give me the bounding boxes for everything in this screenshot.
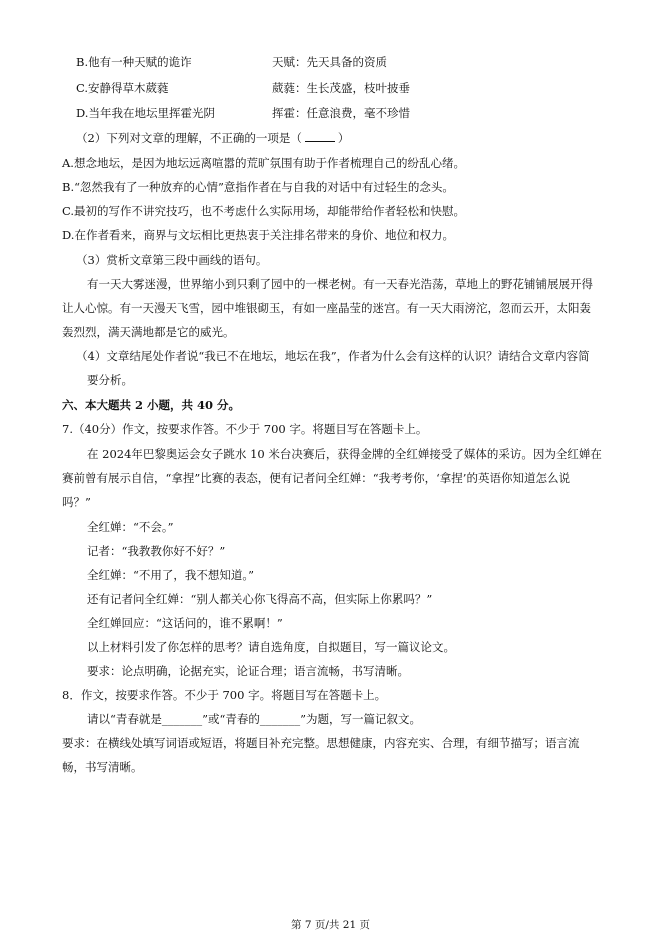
q7-dialog-line: 记者：“我教教你好不好？”	[87, 544, 226, 558]
q1-option-d-gloss: 挥霍：任意浪费，毫不珍惜	[272, 106, 410, 120]
q7-requirements: 要求：论点明确，论据充实，论证合理；语言流畅，书写清晰。	[87, 664, 409, 678]
q8-head: 8．作文，按要求作答。不少于 700 字。将题目写在答题卡上。	[62, 688, 387, 702]
q7-head: 7.（40分）作文，按要求作答。不少于 700 字。将题目写在答题卡上。	[62, 422, 428, 436]
q3-stem: （3）赏析文章第三段中画线的语句。	[76, 253, 268, 267]
q8-requirements: 要求：在横线处填写词语或短语，将题目补充完整。思想健康，内容充实、合理，有细节描写；语言流	[62, 736, 580, 750]
q3-passage-line: 有一天大雾迷漫，世界缩小到只剩了园中的一棵老树。有一天春光浩荡，草地上的野花铺铺展展开得	[87, 277, 593, 291]
q7-material-line: 在 2024年巴黎奥运会女子跳水 10 米台决赛后，获得金牌的全红婵接受了媒体的采访。因为全红婵在	[87, 447, 602, 461]
q2-stem-close: ）	[337, 131, 350, 145]
q7-dialog-line: 还有记者问全红婵：“别人都关心你飞得高不高，但实际上你累吗？”	[87, 592, 433, 606]
page-number: 第 7 页/共 21 页	[291, 919, 370, 931]
q1-option-d: D.当年我在地坛里挥霍光阴	[76, 106, 215, 120]
q7-dialog-line: 全红婵：“不会。”	[87, 520, 174, 534]
q3-passage-line: 让人心惊。有一天漫天飞雪，园中堆银砌玉，有如一座晶莹的迷宫。有一天大雨滂沱，忽而云开，太阳轰	[62, 301, 591, 315]
section-heading: 六、本大题共 2 小题，共 40 分。	[62, 398, 241, 412]
q4-stem: （4）文章结尾处作者说“我已不在地坛，地坛在我”，作者为什么会有这样的认识？请结合文章内容简	[76, 349, 590, 363]
q7-instruction: 以上材料引发了你怎样的思考？请自选角度，自拟题目，写一篇议论文。	[87, 640, 455, 654]
q1-option-b-gloss: 天赋：先天具备的资质	[272, 55, 387, 69]
q2-stem	[76, 130, 349, 146]
q8-prompt: 请以“青春就是_______”或“青春的_______”为题，写一篇记叙文。	[87, 712, 422, 726]
q3-passage-line: 轰烈烈，满天满地都是它的威光。	[62, 325, 235, 339]
q1-option-c: C.安静得草木葳蕤	[76, 81, 169, 95]
q7-dialog-line: 全红婵：“不用了，我不想知道。”	[87, 568, 255, 582]
q2-option-d: D.在作者看来，商界与文坛相比更热衷于关注排名带来的身价、地位和权力。	[62, 228, 454, 242]
q1-option-c-gloss: 葳蕤：生长茂盛，枝叶披垂	[272, 81, 410, 95]
q1-option-b: B.他有一种天赋的诡诈	[76, 55, 192, 69]
q2-option-b: B.“忽然我有了一种放弃的心情”意指作者在与自我的对话中有过轻生的念头。	[62, 180, 454, 194]
q2-option-a: A.想念地坛，是因为地坛远离喧嚣的荒旷氛围有助于作者梳理自己的纷乱心绪。	[62, 156, 465, 170]
q2-stem-text: （2）下列对文章的理解，不正确的一项是（	[76, 131, 302, 145]
answer-blank[interactable]	[305, 130, 335, 142]
q2-option-c: C.最初的写作不讲究技巧，也不考虑什么实际用场，却能带给作者轻松和快慰。	[62, 204, 466, 218]
q8-requirements-cont: 畅，书写清晰。	[62, 760, 143, 774]
q7-dialog-line: 全红婵回应：“这话问的，谁不累啊！”	[87, 616, 283, 630]
q7-material-line: 吗？”	[62, 495, 91, 509]
q4-stem-cont: 要分析。	[87, 373, 133, 387]
q7-material-line: 赛前曾有展示自信，“拿捏”比赛的表态，便有记者问全红婵：“我考考你，‘拿捏’的英语你知道怎么说	[62, 471, 570, 485]
